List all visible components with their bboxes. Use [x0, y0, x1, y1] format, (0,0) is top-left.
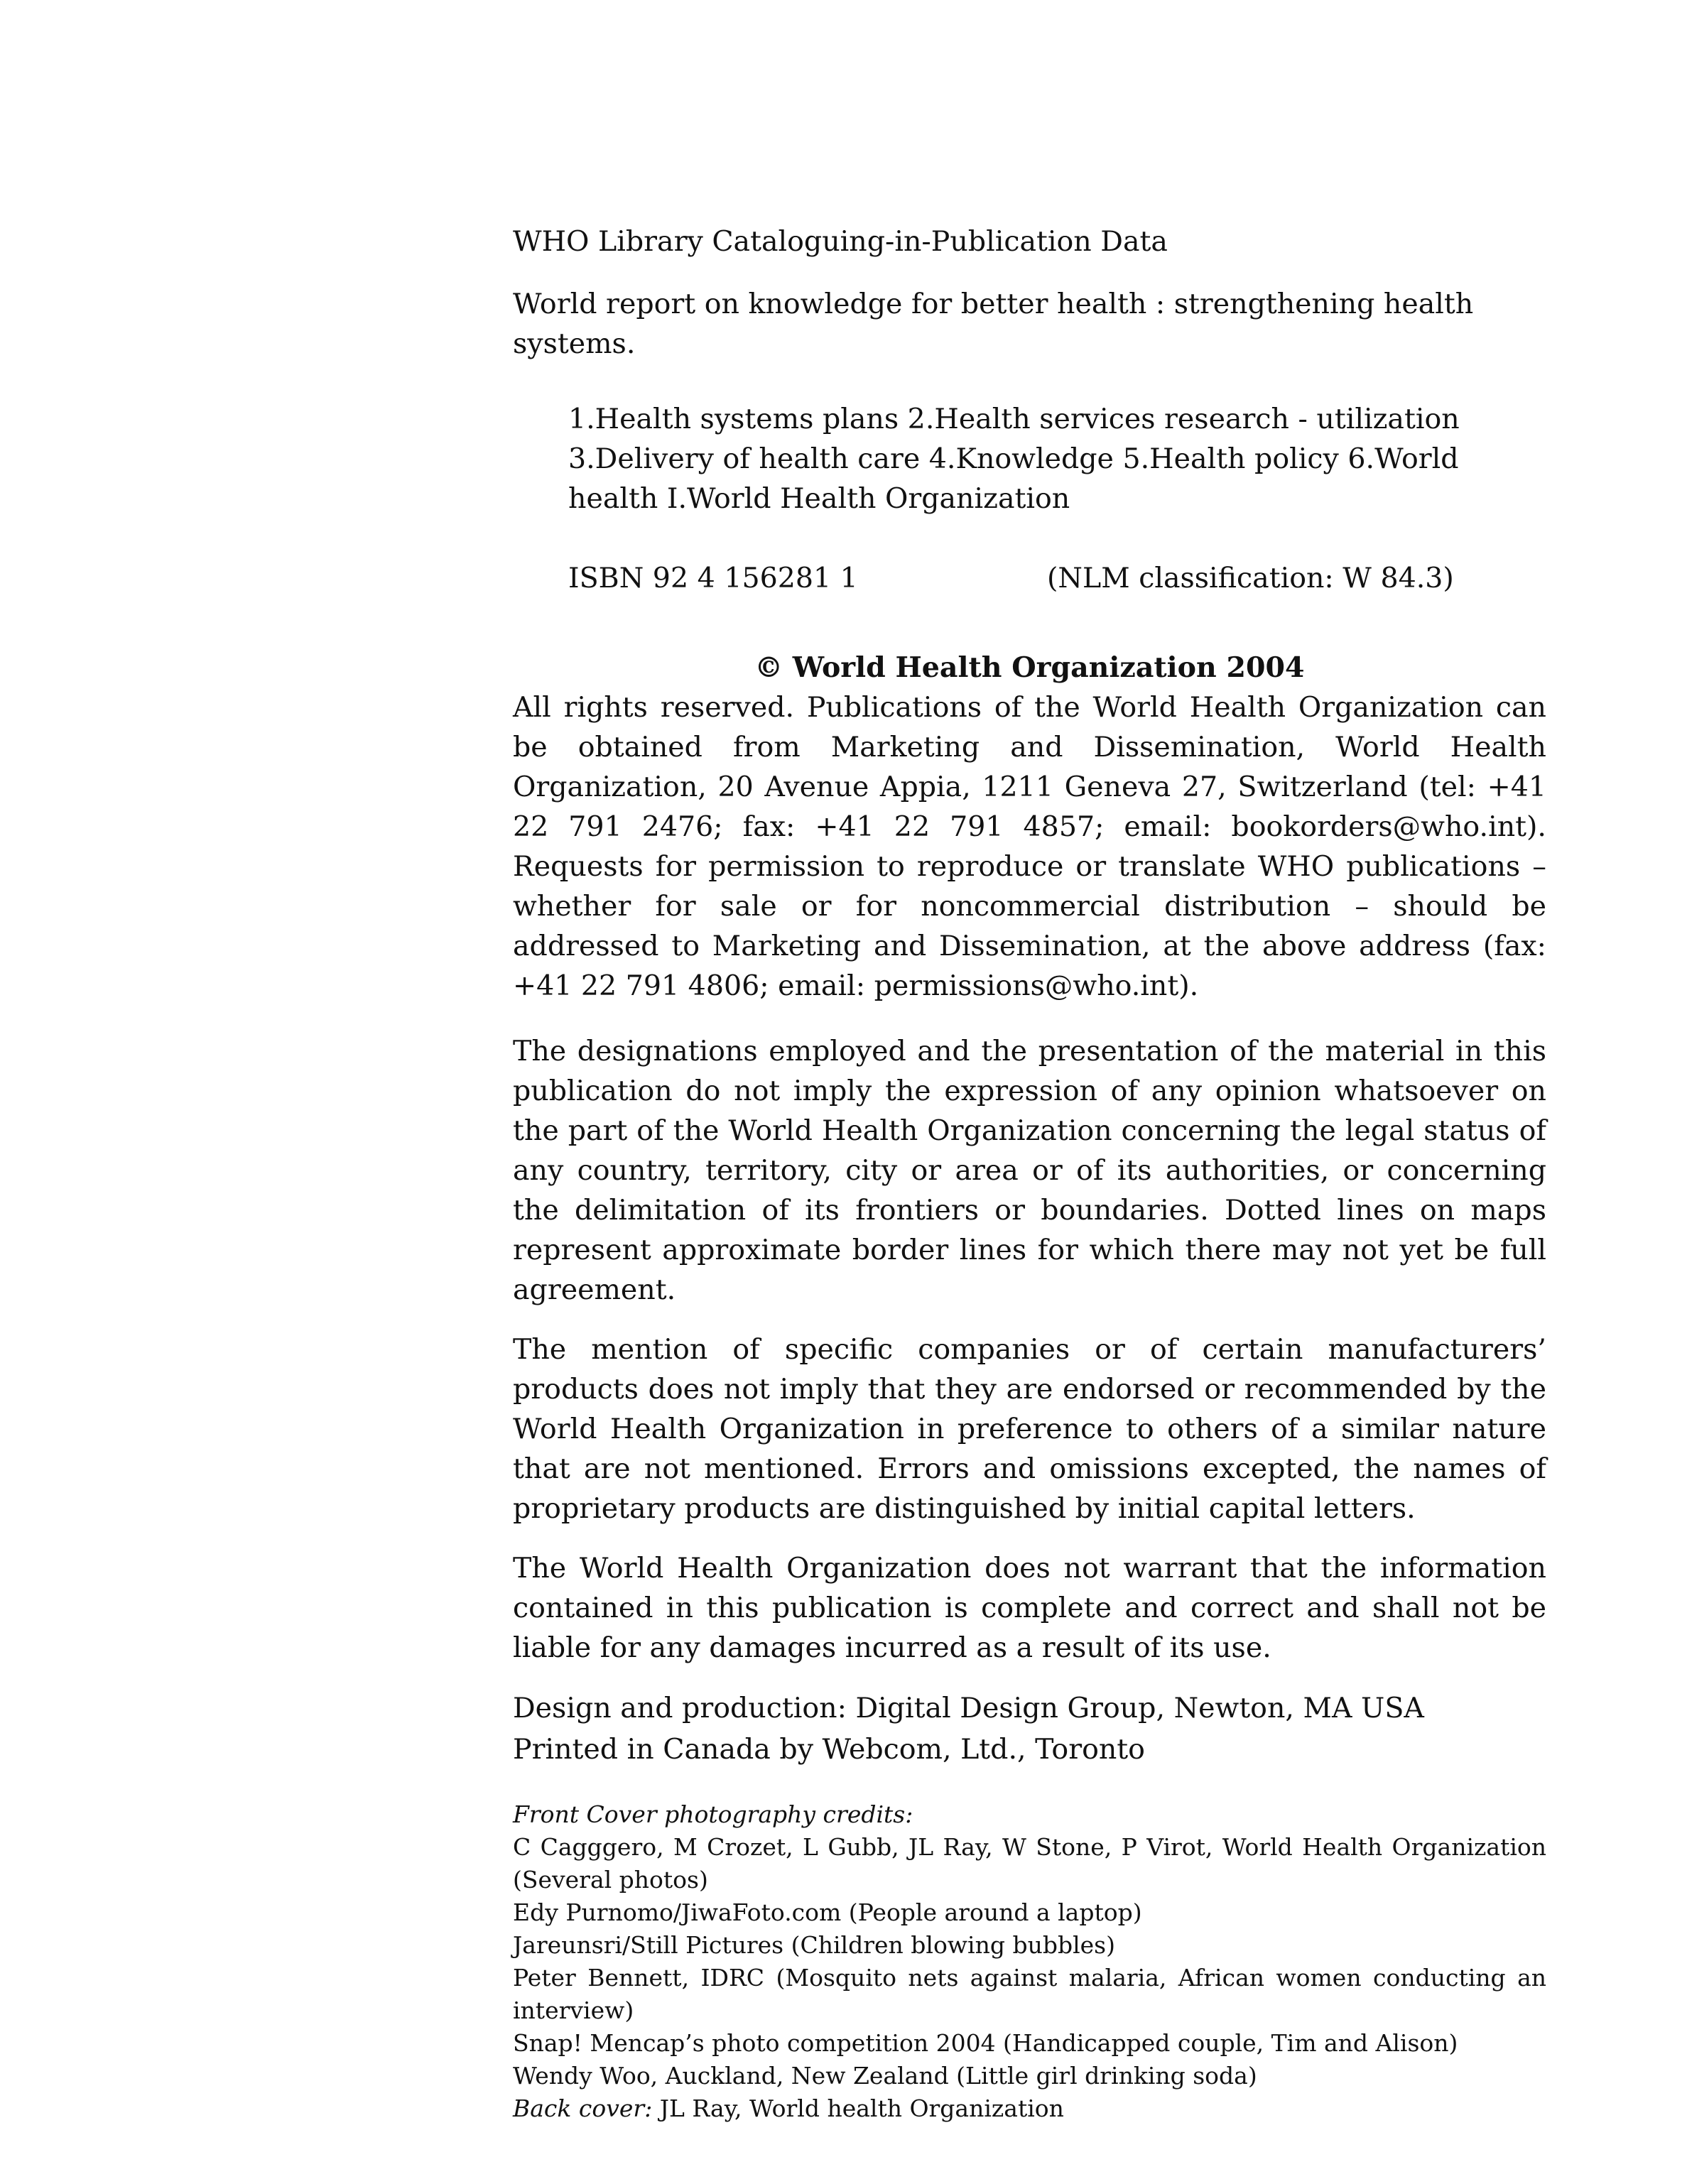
isbn: ISBN 92 4 156281 1 [568, 562, 858, 594]
isbn-row [513, 558, 1546, 598]
colophon [513, 222, 1546, 2125]
nlm-classification: (NLM classification: W 84.3) [1047, 562, 1454, 594]
printer-credit: Printed in Canada by Webcom, Ltd., Toronto [513, 1733, 1145, 1766]
design-credit: Design and production: Digital Design Group, Newton, MA USA [513, 1692, 1424, 1724]
catalog-heading: WHO Library Cataloguing-in-Publication Data [513, 225, 1168, 258]
report-title: World report on knowledge for better health : strengthening health systems. [513, 288, 1474, 360]
copyright-notice: © World Health Organization 2004 [754, 651, 1305, 684]
photo-credit-line: Peter Bennett, IDRC (Mosquito nets against malaria, African women conducting an interview) [513, 1964, 1546, 2024]
subject-headings: 1.Health systems plans 2.Health services research - utilization 3.Delivery of health care 4.Knowledge 5.Health policy 6.World health I.World Health Organization [568, 403, 1460, 515]
photo-credits-heading: Front Cover photography credits: [513, 1800, 913, 1828]
photo-credits [513, 1798, 1546, 2125]
photo-credit-line: Jareunsri/Still Pictures (Children blowing bubbles) [513, 1931, 1115, 1959]
back-cover-credit [513, 2092, 1546, 2125]
back-cover-label: Back cover: [513, 2095, 653, 2122]
photo-credit-line: Wendy Woo, Auckland, New Zealand (Little girl drinking soda) [513, 2062, 1257, 2090]
designations-paragraph: The designations employed and the presentation of the material in this publication do not imply the expression of any opinion whatsoever on the part of the World Health Organization concerning the legal status of any country, territory, city or area or of its authorities, or concerning the delimitation of its frontiers or boundaries. Dotted lines on maps represent approximate border lines for which there may not yet be full agreement. [513, 1035, 1546, 1306]
warranty-paragraph: The World Health Organization does not warrant that the information contained in this publication is complete and correct and shall not be liable for any damages incurred as a result of its use. [513, 1552, 1546, 1664]
rights-paragraph: All rights reserved. Publications of the World Health Organization can be obtained from Marketing and Dissemination, World Health Organization, 20 Avenue Appia, 1211 Geneva 27, Switzerland (tel: +41 22 791 2476; fax: +41 22 791 4857; email: bookorders@who.int). Requests for permission to reproduce or translate WHO publications – whether for sale or for noncommercial distribution – should be addressed to Marketing and Dissemination, at the above address (fax: +41 22 791 4806; email: permissions@who.int). [513, 691, 1546, 1002]
companies-paragraph: The mention of specific companies or of certain manufacturers’ products does not imply that they are endorsed or recommended by the World Health Organization in preference to others of a similar nature that are not mentioned. Errors and omissions excepted, the names of proprietary products are distinguished by initial capital letters. [513, 1333, 1546, 1525]
photo-credit-line: Edy Purnomo/JiwaFoto.com (People around a laptop) [513, 1898, 1142, 1926]
back-cover-text: JL Ray, World health Organization [652, 2095, 1064, 2122]
photo-credit-line: C Cagggero, M Crozet, L Gubb, JL Ray, W Stone, P Virot, World Health Organization (Several photos) [513, 1833, 1546, 1894]
photo-credit-line: Snap! Mencap’s photo competition 2004 (Handicapped couple, Tim and Alison) [513, 2029, 1458, 2057]
production-credits [513, 1688, 1546, 1770]
